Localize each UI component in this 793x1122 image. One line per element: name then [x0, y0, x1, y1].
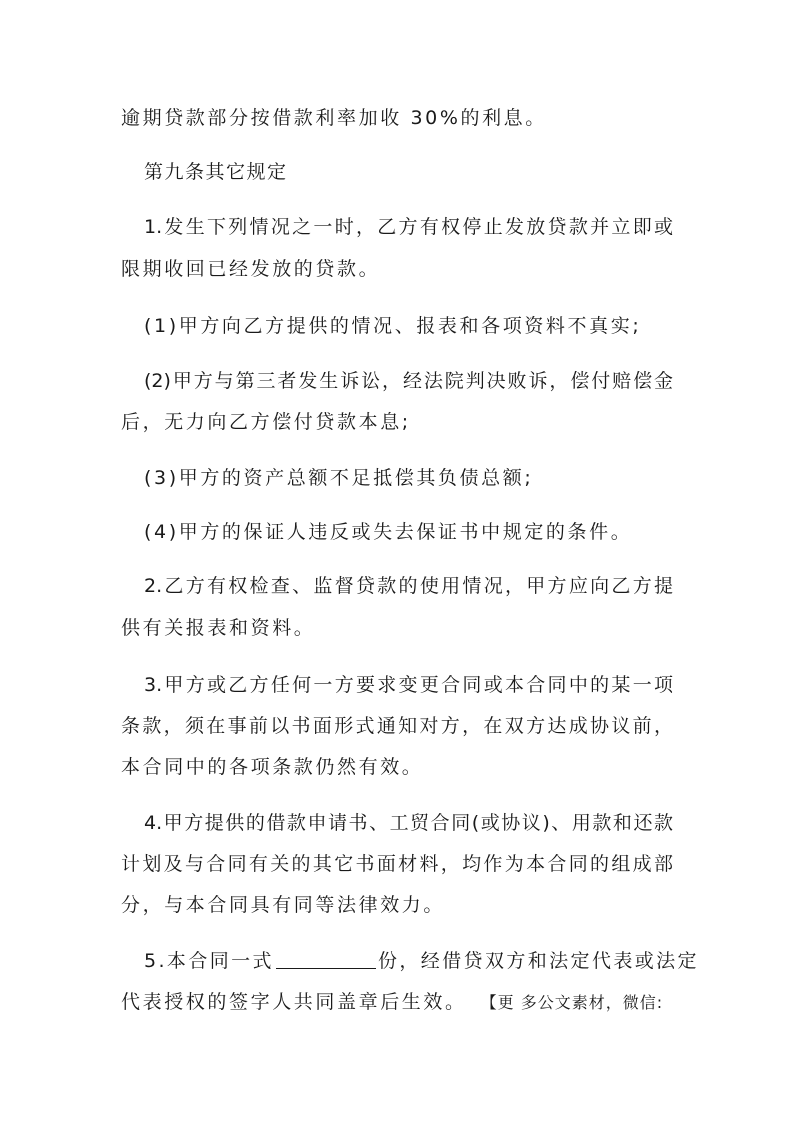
paragraph-line: 1.发生下列情况之一时，乙方有权停止发放贷款并立即或: [144, 216, 673, 238]
list-item: (2)甲方与第三者发生诉讼，经法院判决败诉，偿付赔偿金: [144, 370, 673, 392]
paragraph-line: 4.甲方提供的借款申请书、工贸合同(或协议)、用款和还款: [144, 812, 673, 834]
paragraph-line: 计划及与合同有关的其它书面材料，均作为本合同的组成部: [121, 853, 673, 875]
clause-5-line-2: [121, 990, 681, 1015]
paragraph-line: 条款，须在事前以书面形式通知对方，在双方达成协议前，: [121, 715, 673, 737]
paragraph-line: 供有关报表和资料。: [121, 617, 316, 639]
paragraph-line: 2.乙方有权检查、监督贷款的使用情况，甲方应向乙方提: [144, 575, 673, 597]
clause-5-text-after: 份，经借贷双方和法定代表或法定: [377, 950, 699, 972]
promo-note: 【更 多公文素材，微信:: [488, 993, 664, 1012]
paragraph-line: 本合同中的各项条款仍然有效。: [121, 756, 424, 778]
list-item: (4)甲方的保证人违反或失去保证书中规定的条件。: [144, 521, 633, 543]
clause-5-text-line2: 代表授权的签字人共同盖章后生效。: [121, 991, 467, 1013]
paragraph-line: 后，无力向乙方偿付贷款本息;: [121, 411, 411, 433]
paragraph-line: 分，与本合同具有同等法律效力。: [121, 894, 446, 916]
paragraph-line: 逾期贷款部分按借款利率加收 30%的利息。: [121, 107, 547, 129]
clause-5-text-before: 5.本合同一式: [144, 950, 274, 972]
blank-underline: [276, 950, 376, 969]
clause-5-line: [144, 949, 704, 973]
paragraph-line: 3.甲方或乙方任何一方要求变更合同或本合同中的某一项: [144, 674, 673, 696]
section-heading: 第九条其它规定: [144, 161, 288, 183]
list-item: (3)甲方的资产总额不足抵偿其负债总额;: [144, 467, 534, 489]
list-item: (1)甲方向乙方提供的情况、报表和各项资料不真实;: [144, 315, 642, 337]
paragraph-line: 限期收回已经发放的贷款。: [121, 258, 381, 280]
